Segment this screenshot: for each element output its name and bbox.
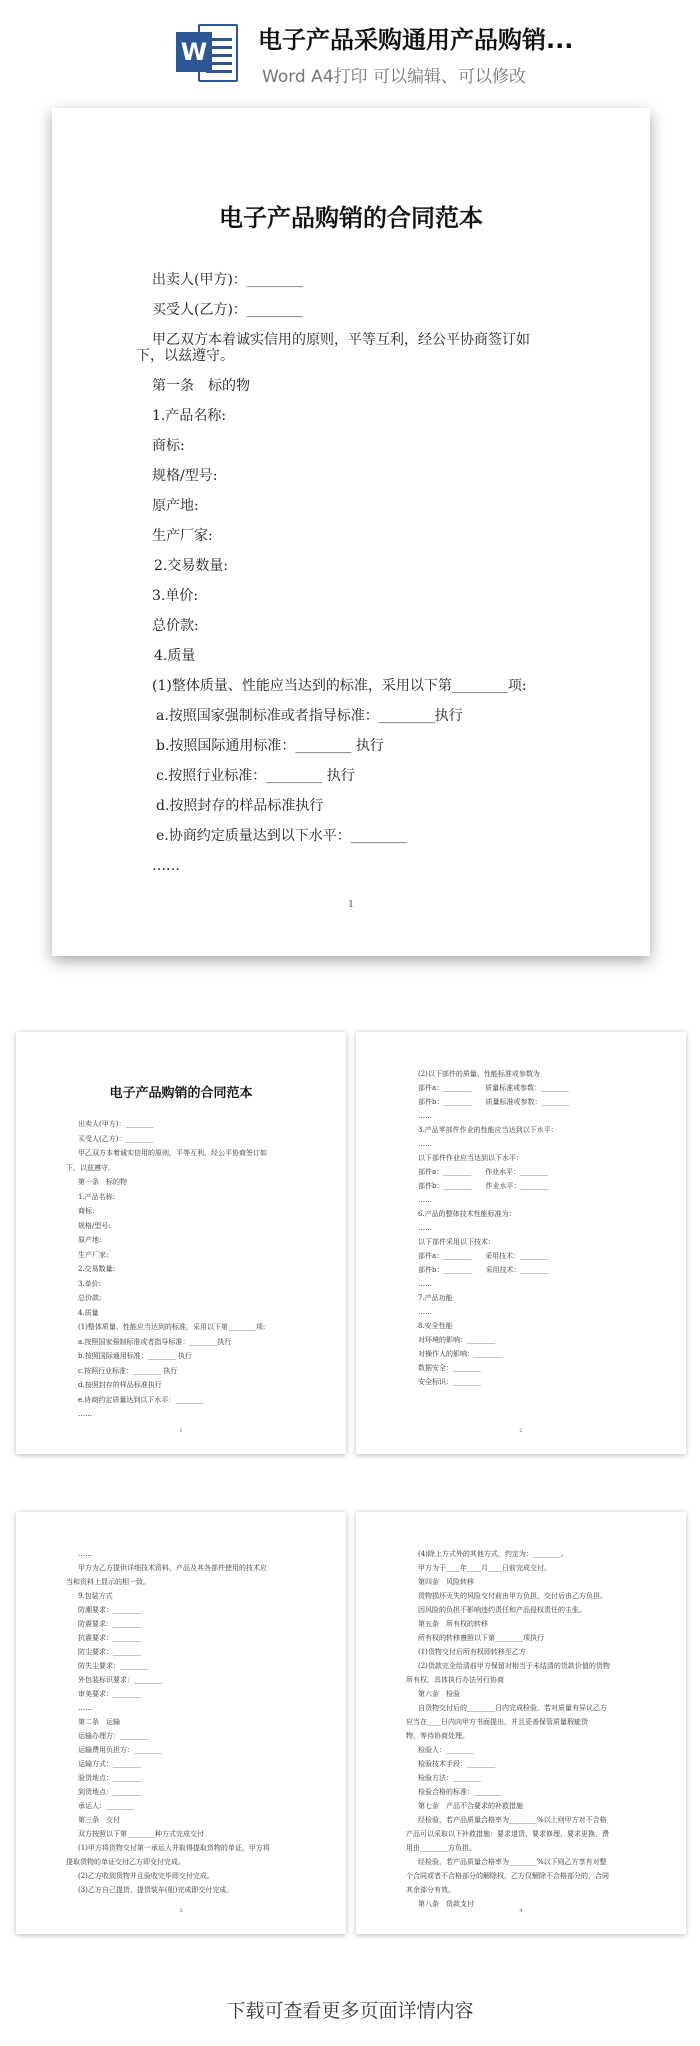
thumbnail-line: …… [78,1704,92,1712]
document-line: 4.质量 [154,648,196,664]
header-title: 电子产品采购通用产品购销... [258,26,574,54]
thumbnail-page-4[interactable] [356,1512,686,1934]
thumbnail-line: …… [418,1196,432,1204]
thumbnail-line: 物，等待协商处理。 [406,1732,469,1740]
thumbnail-line: 4.质量 [78,1308,99,1317]
thumbnail-line: 6.产品的整体技术性能标准为： [418,1210,516,1218]
thumbnail-line: 甲方为于____年____月____日前完成交付。 [418,1564,551,1572]
document-line: (1)整体质量、性能应当达到的标准，采用以下第________项: [152,678,527,694]
document-line: c.按照行业标准：________ 执行 [156,768,355,784]
thumbnail-line: 1.产品名称: [78,1192,116,1201]
thumbnail-line: 部件b：________ 质量标准或参数：________ [418,1098,570,1106]
thumbnail-line: 个合同或者不合格部分的解除权，乙方仅解除不合格部分的，合同 [406,1872,609,1880]
thumbnail-line: 总价款: [78,1294,102,1302]
thumbnail-line: 8.安全性能 [418,1322,453,1330]
thumbnail-line: …… [418,1112,432,1120]
thumbnail-line: …… [78,1550,92,1558]
thumbnail-line: 到货地点：________ [78,1788,141,1796]
thumbnail-line: …… [418,1308,432,1316]
thumbnail-line: 原产地: [78,1236,102,1244]
document-line: 生产厂家: [152,528,213,544]
thumbnail-line: 对操作人的影响：________ [418,1350,502,1358]
thumbnail-page-1[interactable] [16,1032,346,1454]
thumbnail-line: (1)整体质量、性能应当达到的标准，采用以下第________项: [78,1323,266,1331]
thumbnail-line: 防震要求：________ [78,1620,141,1628]
thumbnail-line: 第五条 所有权的转移 [418,1620,488,1628]
document-line: 1.产品名称: [152,408,227,424]
thumbnail-line: 因风险的负担不影响违约责任和产品侵权责任的主张。 [418,1606,586,1614]
thumbnail-line: (3)乙方自己提货，提货装车(船)完成即交付完成。 [78,1886,234,1894]
document-line: 下，以兹遵守。 [136,348,234,364]
thumbnail-line: 自货物交付后的________日内完成检验，若对质量有异议乙方 [418,1704,607,1712]
document-line: 总价款: [152,618,199,634]
document-line: 甲乙双方本着诚实信用的原则，平等互利，经公平协商签订如 [152,332,530,348]
thumbnail-page-number: 4 [519,1908,523,1914]
document-line: d.按照封存的样品标准执行 [156,798,324,814]
thumbnail-line: 经检验，若产品质量合格率为________%以上则甲方对不合格 [418,1816,607,1824]
more-pages-link[interactable]: 下载可查看更多页面详情内容 [226,2000,474,2022]
thumbnail-line: 第三条 交付 [78,1816,120,1824]
thumbnail-line: (1)货物交付后所有权即转移至乙方 [418,1648,526,1656]
thumbnail-line: d.按照封存的样品标准执行 [78,1381,162,1389]
thumbnail-line: (2)货款完全给清前甲方保留对相当于未结清的货款价值的货物 [418,1662,610,1670]
thumbnail-line: 产品可以采取以下补救措施：要求退货、要求修理、要求更换、费 [406,1830,609,1838]
thumbnail-page-number: 2 [519,1428,523,1434]
thumbnail-line: 第四条 风险转移 [418,1578,474,1586]
thumbnail-line: c.按照行业标准：________ 执行 [78,1366,178,1375]
thumbnail-line: 部件a：________ 采用技术：________ [418,1252,549,1260]
thumbnail-line: 防潮要求：________ [78,1606,141,1614]
thumbnail-line: 检验合格的标准：________ [418,1788,502,1796]
thumbnail-line: 部件b：________ 作业水平：________ [418,1182,549,1190]
thumbnail-line: 部件b：________ 采用技术：________ [418,1266,549,1274]
document-line: e.协商约定质量达到以下水平：________ [156,828,407,844]
thumbnail-line: 承运人：________ [78,1802,134,1810]
preview-page-main[interactable] [52,108,650,956]
thumbnail-line: 以下部件采用以下技术： [418,1238,495,1246]
thumbnail-line: 部件a：________ 质量标准或参数：________ [418,1084,570,1092]
thumbnail-line: 防失尘要求：________ [78,1662,148,1670]
thumbnail-line: 所有权，具体执行办法另行协商 [406,1676,504,1684]
thumbnail-line: 规格/型号: [78,1221,111,1230]
thumbnail-line: …… [78,1410,92,1418]
thumbnail-line: …… [418,1280,432,1288]
document-line: 第一条 标的物 [152,378,250,394]
thumbnail-line: 3.单价: [78,1279,102,1288]
document-line: …… [152,858,180,874]
thumbnail-line: 9.包装方式 [78,1592,113,1600]
thumbnail-line: (4)除上方式外的其他方式，约定为：________。 [418,1550,568,1558]
thumbnail-line: 甲乙双方本着诚实信用的原则，平等互利，经公平协商签订如 [78,1149,267,1157]
thumbnail-line: 所有权的转移遵照以下第________项执行 [418,1634,544,1642]
thumbnail-line: 经检验，若产品质量合格率为________%以下则乙方享有对整 [418,1858,607,1866]
thumbnail-line: 3.产品零部件作业的性能应当达到以下水平： [418,1126,558,1134]
page-number: 1 [348,900,354,910]
document-line: 出卖人(甲方)：________ [152,272,303,288]
thumbnail-line: 运输办理方：________ [78,1732,148,1740]
thumbnail-page-number: 3 [179,1908,183,1914]
thumbnail-line: 检验方法：________ [418,1774,481,1782]
thumbnail-line: 检验人：________ [418,1746,474,1754]
thumbnail-line: 外包装标识要求：________ [78,1676,162,1684]
thumbnail-page-2[interactable] [356,1032,686,1454]
thumbnail-line: 商标: [78,1207,95,1215]
document-line: a.按照国家强制标准或者指导标准：________执行 [156,708,463,724]
thumbnail-line: 货物损坏灭失的风险交付前由甲方负担，交付后由乙方负担。 [418,1592,607,1600]
thumbnail-line: 验货地点：________ [78,1774,141,1782]
thumbnail-line: 以下部件作业应当达到以下水平： [418,1154,523,1162]
thumbnail-line: 检验技术手段：________ [418,1760,495,1768]
document-line: 商标: [152,438,185,454]
thumbnail-line: 第二条 运输 [78,1718,120,1726]
thumbnail-line: e.协商约定质量达到以下水平：________ [78,1395,204,1404]
thumbnail-line: 下，以兹遵守。 [66,1163,115,1172]
header-subtitle: Word A4打印 可以编辑、可以修改 [262,67,526,87]
thumbnail-line: …… [418,1224,432,1232]
thumbnail-line: 买受人(乙方)：________ [78,1134,154,1143]
thumbnail-line: a.按照国家强制标准或者指导标准：________执行 [78,1337,232,1346]
thumbnail-line: 部件a：________ 作业水平：________ [418,1168,549,1176]
thumbnail-line: 甲方为乙方提供详细技术资料、产品及其各部件使用的技术应 [78,1564,267,1572]
document-line: 买受人(乙方)：________ [152,302,303,318]
thumbnail-line: 第六条 检验 [418,1690,460,1698]
thumbnail-line: 防尘要求：________ [78,1648,141,1656]
thumbnail-line: …… [418,1140,432,1148]
thumbnail-line: 对环境的影响：________ [418,1336,495,1344]
thumbnail-title: 电子产品购销的合同范本 [109,1086,253,1101]
thumbnail-line: 当和资料上显示的相一致。 [66,1578,150,1586]
thumbnail-line: 运输费用负担方：________ [78,1746,162,1754]
thumbnail-line: 抗震要求：________ [78,1634,141,1642]
thumbnail-line: 双方按照以下第________种方式完成交付 [78,1830,204,1838]
thumbnail-page-3[interactable] [16,1512,346,1934]
thumbnail-line: 运输方式：________ [78,1760,141,1768]
thumbnail-line: 生产厂家: [78,1250,109,1259]
document-line: b.按照国际通用标准：________ 执行 [156,738,384,754]
thumbnail-line: 审美要求：________ [78,1690,141,1698]
word-badge: W [176,32,212,72]
thumbnail-line: 用由________方负担。 [406,1844,476,1852]
word-doc-icon [176,20,238,86]
thumbnail-line: 其余部分有效。 [406,1886,455,1894]
thumbnail-line: (2)乙方收到货物并且验收完毕即交付完成。 [78,1872,214,1880]
thumbnail-line: 数据安全：________ [418,1364,481,1372]
thumbnail-line: 提取货物的单证交付乙方即交付完成。 [66,1858,185,1866]
thumbnail-line: (1)甲方将货物交付第一承运人并取得提取货物的单证，甲方将 [78,1844,270,1852]
thumbnail-line: 出卖人(甲方)：________ [78,1120,154,1128]
thumbnail-page-number: 1 [179,1428,183,1434]
thumbnail-line: 第八条 货款支付 [418,1900,474,1908]
thumbnail-line: b.按照国际通用标准：________ 执行 [78,1352,192,1360]
thumbnail-line: 2.交易数量: [78,1265,116,1273]
document-line: 原产地: [152,498,199,514]
document-line: 规格/型号: [152,468,218,484]
thumbnail-line: 安全标识：________ [418,1378,481,1386]
header [0,0,700,100]
thumbnail-line: 第七条 产品不合要求的补救措施 [418,1802,523,1810]
document-line: 3.单价: [152,588,199,604]
thumbnail-line: 7.产品功能 [418,1294,453,1302]
document-title: 电子产品购销的合同范本 [219,204,483,232]
document-line: 2.交易数量: [154,558,229,574]
thumbnail-line: (2)以下部件的质量、性能标准或参数为 [418,1070,540,1078]
thumbnail-line: 第一条 标的物 [78,1178,127,1186]
thumbnail-line: 应当在____日内向甲方书面提出，并且妥善保管质量瑕疵货 [406,1718,588,1726]
